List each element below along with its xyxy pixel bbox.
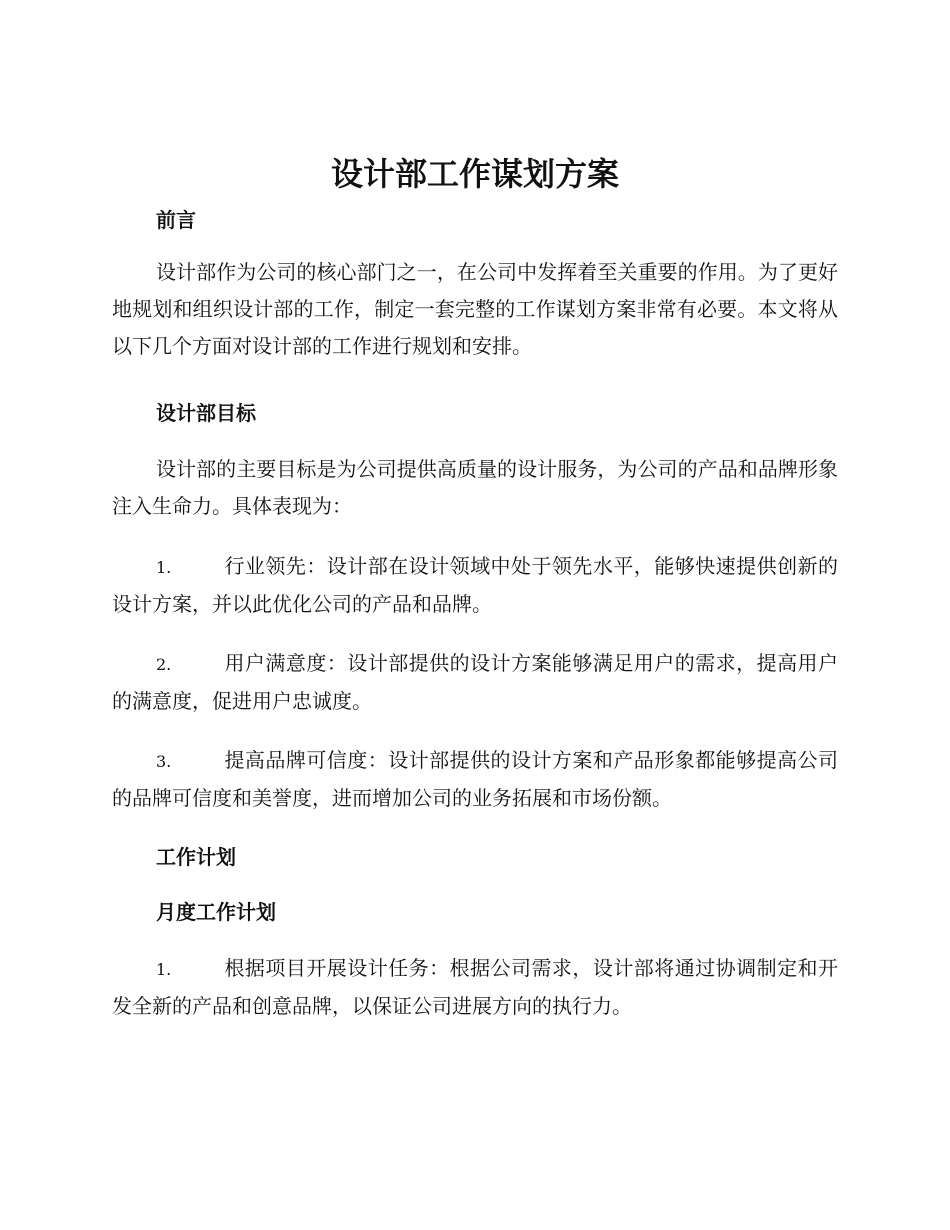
list-number: 1. bbox=[156, 960, 172, 979]
list-item-text: 提高品牌可信度：设计部提供的设计方案和产品形象都能够提高公司的品牌可信度和美誉度，进而增加公司的业务拓展和市场份额。 bbox=[112, 748, 838, 810]
section-heading-monthly-plan: 月度工作计划 bbox=[156, 900, 276, 924]
section-heading-goals: 设计部目标 bbox=[156, 401, 256, 425]
document-title: 设计部工作谋划方案 bbox=[330, 155, 619, 193]
goals-list-item-1 bbox=[112, 548, 838, 623]
preface-paragraph: 设计部作为公司的核心部门之一，在公司中发挥着至关重要的作用。为了更好地规划和组织设计部的工作，制定一套完整的工作谋划方案非常有必要。本文将从以下几个方面对设计部的工作进行规划和安排。 bbox=[112, 260, 838, 358]
goals-paragraph: 设计部的主要目标是为公司提供高质量的设计服务，为公司的产品和品牌形象注入生命力。具体表现为： bbox=[112, 457, 838, 518]
list-number: 2. bbox=[156, 655, 172, 674]
list-number: 1. bbox=[156, 558, 172, 577]
list-item-text: 用户满意度：设计部提供的设计方案能够满足用户的需求，提高用户的满意度，促进用户忠诚度。 bbox=[112, 651, 838, 713]
goals-list-item-3 bbox=[112, 742, 838, 817]
section-heading-preface: 前言 bbox=[156, 208, 196, 232]
list-item-text: 行业领先：设计部在设计领域中处于领先水平，能够快速提供创新的设计方案，并以此优化公司的产品和品牌。 bbox=[112, 554, 838, 616]
monthly-list-item-1 bbox=[112, 950, 838, 1025]
goals-list-item-2 bbox=[112, 645, 838, 720]
section-heading-work-plan: 工作计划 bbox=[156, 845, 236, 869]
list-item-text: 根据项目开展设计任务：根据公司需求，设计部将通过协调制定和开发全新的产品和创意品牌，以保证公司进展方向的执行力。 bbox=[112, 956, 838, 1018]
list-number: 3. bbox=[156, 752, 172, 771]
